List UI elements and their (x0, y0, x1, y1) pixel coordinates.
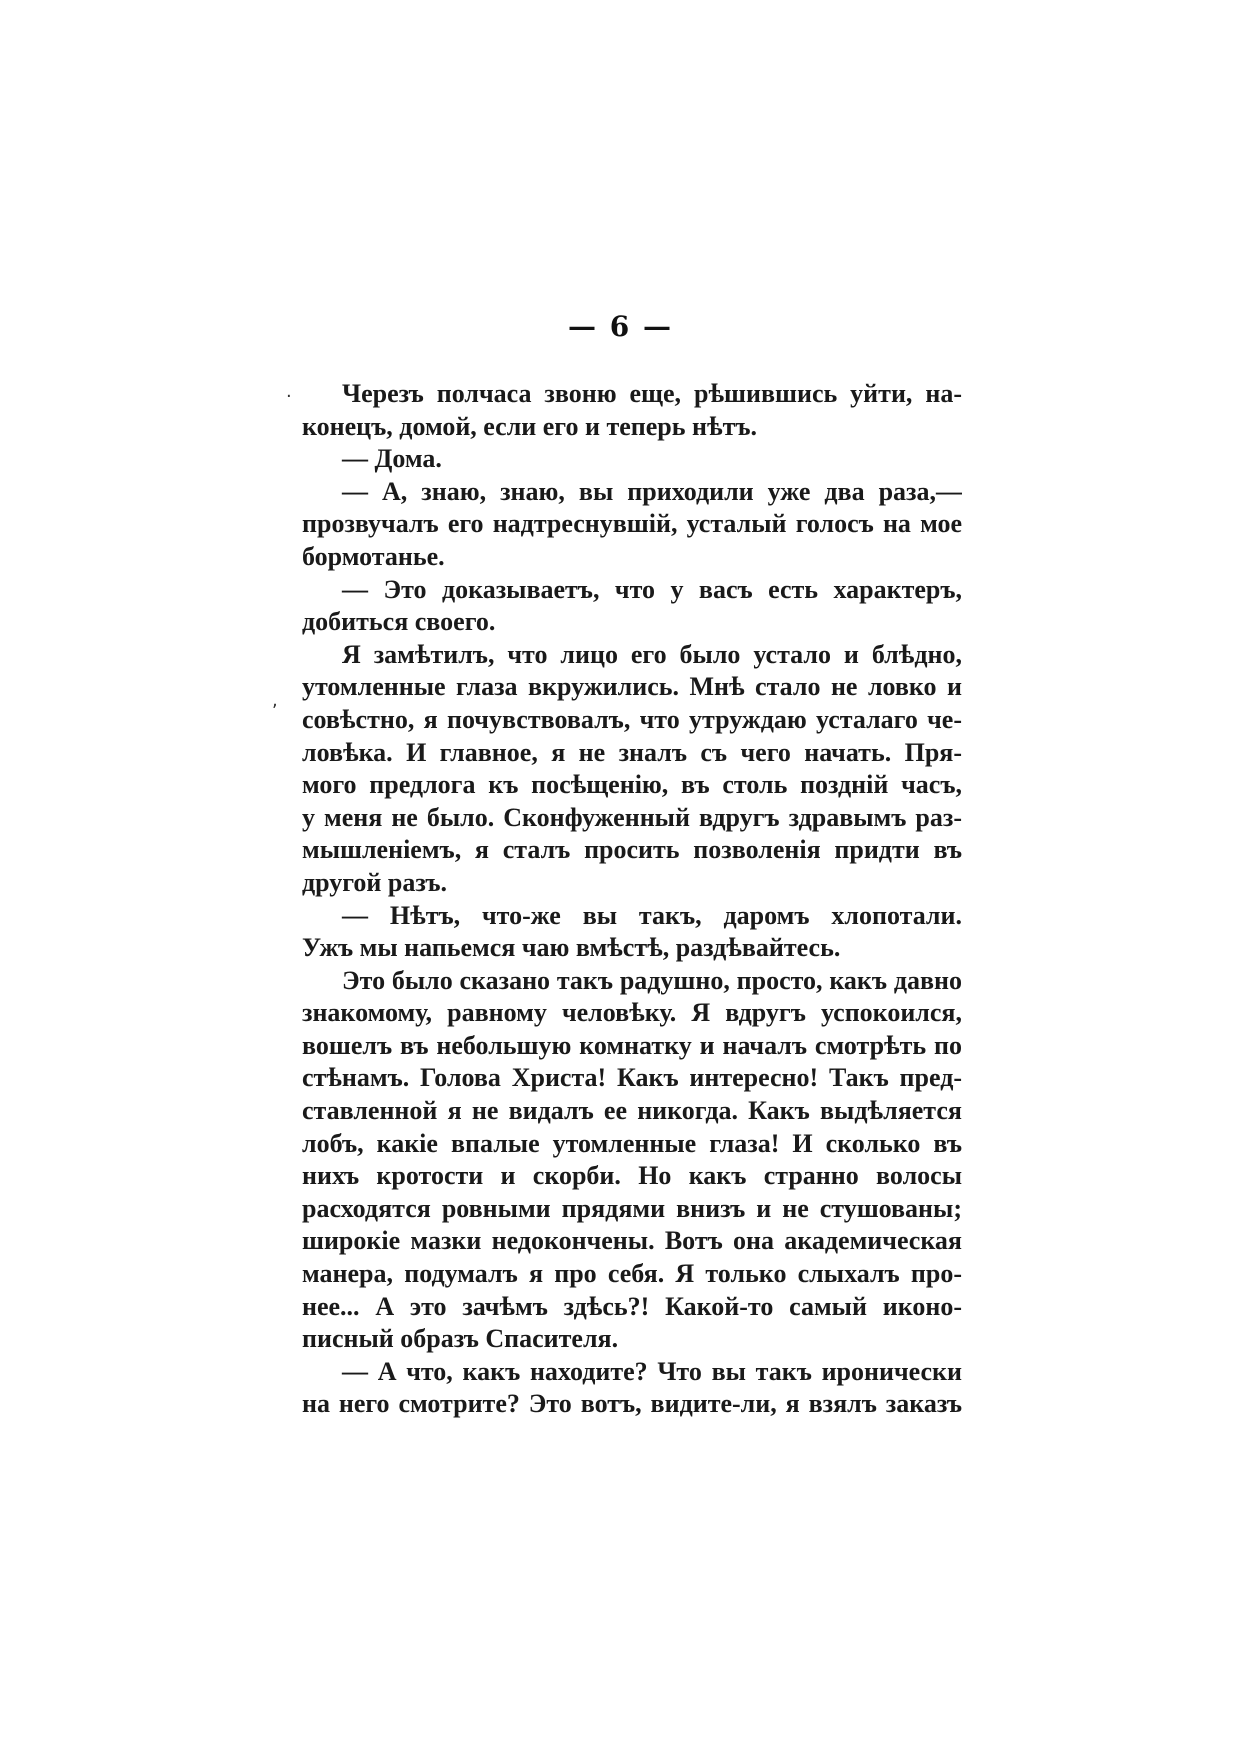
text-line: расходятся ровными прядями внизъ и не стушованы; (302, 1193, 962, 1223)
text-line: прозвучалъ его надтреснувшій, усталый голосъ на мое (302, 509, 962, 539)
text-line: Черезъ полчаса звоню еще, рѣшившись уйти, на- (342, 379, 962, 408)
ink-speck: , (272, 690, 278, 711)
text-line: Это было сказано такъ радушно, просто, какъ давно (342, 965, 962, 995)
text-line: вошелъ въ небольшую комнатку и началъ смотрѣть по (302, 1030, 962, 1060)
ink-speck: · (286, 386, 292, 407)
text-line: добиться своего. (302, 607, 496, 637)
text-line: писный образъ Спасителя. (302, 1324, 619, 1354)
text-line: совѣстно, я почувствовалъ, что утруждаю усталаго че- (302, 704, 962, 734)
text-line: стѣнамъ. Голова Христа! Какъ интересно! Такъ пред- (302, 1063, 962, 1093)
text-line: — А что, какъ находите? Что вы такъ иронически (342, 1356, 962, 1386)
text-line: — Дома. (342, 444, 442, 474)
page-number: — 6 — (568, 310, 673, 343)
body-text (302, 378, 962, 1421)
text-line: — Это доказываетъ, что у васъ есть характеръ, (342, 574, 962, 604)
text-line: мышленіемъ, я сталъ просить позволенія придти въ (302, 835, 962, 865)
text-line: мого предлога къ посѣщенію, въ столь поздній часъ, (302, 770, 962, 800)
text-line: лобъ, какіе впалые утомленные глаза! И сколько въ (302, 1128, 962, 1158)
text-line: на него смотрите? Это вотъ, видите-ли, я взялъ заказъ (302, 1389, 962, 1419)
text-line: у меня не было. Сконфуженный вдругъ здравымъ раз- (302, 802, 962, 832)
text-line: широкіе мазки недокончены. Вотъ она академическая (302, 1226, 962, 1256)
text-line: нее... А это зачѣмъ здѣсь?! Какой-то самый иконо- (302, 1291, 962, 1321)
text-line: знакомому, равному человѣку. Я вдругъ успокоился, (302, 998, 962, 1028)
text-line: конецъ, домой, если его и теперь нѣтъ. (302, 411, 757, 441)
text-line: бормотанье. (302, 541, 445, 571)
text-line: утомленные глаза вкружились. Мнѣ стало не ловко и (302, 672, 962, 702)
text-line: Ужъ мы напьемся чаю вмѣстѣ, раздѣвайтесь. (302, 933, 841, 963)
text-line: нихъ кротости и скорби. Но какъ странно волосы (302, 1161, 962, 1191)
text-line: Я замѣтилъ, что лицо его было устало и блѣдно, (342, 639, 962, 669)
text-line: манера, подумалъ я про себя. Я только слыхалъ про- (302, 1259, 962, 1289)
text-line: ставленной я не видалъ ее никогда. Какъ выдѣляется (302, 1096, 962, 1126)
text-line: — А, знаю, знаю, вы приходили уже два раза,— (342, 476, 962, 506)
text-line: другой разъ. (302, 867, 448, 897)
text-line: — Нѣтъ, что-же вы такъ, даромъ хлопотали. (342, 900, 962, 930)
text-line: ловѣка. И главное, я не зналъ съ чего начать. Пря- (302, 737, 962, 767)
